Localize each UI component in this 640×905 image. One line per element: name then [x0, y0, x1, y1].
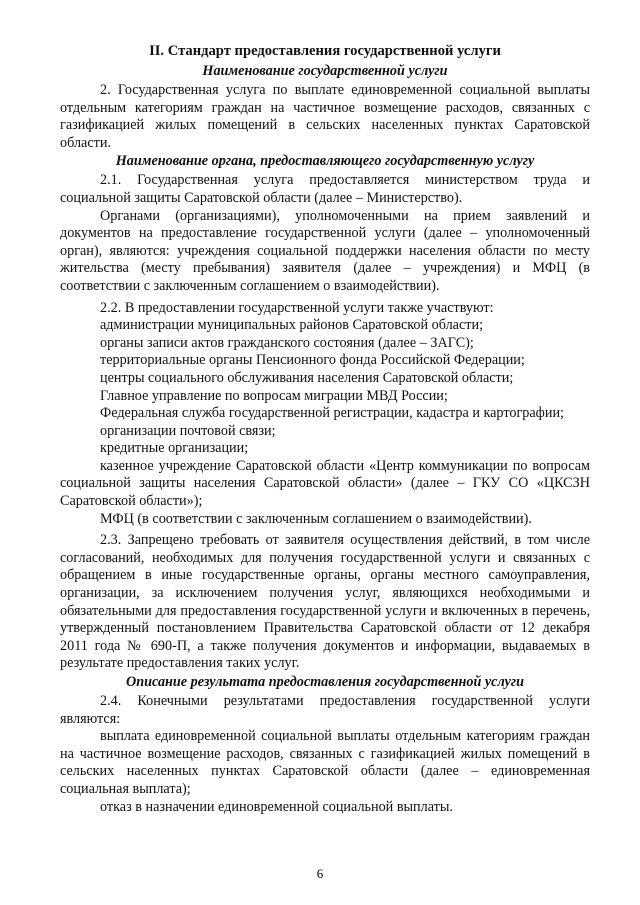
list-item: администрации муниципальных районов Саратовской области; — [100, 317, 484, 334]
list-item: Главное управление по вопросам миграции МВД России; — [100, 387, 448, 404]
list-item: Федеральная служба государственной регистрации, кадастра и картографии; — [100, 405, 564, 422]
list-item: кредитные организации; — [100, 440, 249, 457]
paragraph: 2.4. Конечными результатами предоставления государственной услуги являются: — [60, 693, 590, 727]
list-item: центры социального обслуживания населения Саратовской области; — [100, 369, 514, 386]
paragraph: выплата единовременной социальной выплаты отдельным категориям граждан на частичное возмещение расходов, связанных с газификацией жилых помещений в сельских населенных пунктах Саратовской области (далее – единовременная социальная выплата); — [60, 728, 590, 797]
list-item: отказ в назначении единовременной социальной выплаты. — [100, 798, 453, 815]
subsection-heading: Наименование государственной услуги — [202, 63, 448, 79]
paragraph: 2.1. Государственная услуга предоставляется министерством труда и социальной защиты Саратовской области (далее – Министерство). — [60, 172, 590, 206]
document-body — [60, 62, 590, 816]
paragraph: 2.3. Запрещено требовать от заявителя осуществления действий, в том числе согласований, необходимых для получения государственной услуги и связанных с обращением в иные государственные органы, органы местного самоуправления, организации, за исключением получения услуг, являющихся необходимыми и обязательными для предоставления государственной услуги и включенных в перечень, утвержденный постановлением Правительства Саратовской области от 12 декабря 2011 года № 690-П, а также получения документов и информации, выдаваемых в результате предоставления таких услуг. — [60, 532, 590, 672]
paragraph: казенное учреждение Саратовской области «Центр коммуникации по вопросам социальной защиты населения Саратовской области» (далее – ГКУ СО «ЦКСЗН Саратовской области»); — [60, 457, 590, 510]
page-number: 6 — [316, 866, 324, 881]
list-item: территориальные органы Пенсионного фонда Российской Федерации; — [100, 352, 525, 369]
section-title: II. Стандарт предоставления государственной услуги — [149, 43, 501, 59]
list-item: МФЦ (в соответствии с заключенным соглашением о взаимодействии). — [100, 510, 532, 527]
paragraph: Органами (организациями), уполномоченными на прием заявлений и документов на предоставление государственной услуги (далее – уполномоченный орган), являются: учреждения социальной поддержки населения области по месту жительства (месту пребывания) заявителя (далее – учреждения) и МФЦ (в соответствии с заключенным соглашением о взаимодействии). — [60, 207, 590, 294]
list-item: организации почтовой связи; — [100, 422, 276, 439]
list-item: органы записи актов гражданского состояния (далее – ЗАГС); — [100, 334, 474, 351]
subsection-heading: Наименование органа, предоставляющего государственную услугу — [115, 153, 535, 170]
subsection-heading: Описание результата предоставления государственной услуги — [125, 674, 525, 690]
paragraph: 2. Государственная услуга по выплате единовременной социальной выплаты отдельным категориям граждан на частичное возмещение расходов, связанных с газификацией жилых помещений в сельских населенных пунктах Саратовской области. — [60, 82, 590, 151]
paragraph: 2.2. В предоставлении государственной услуги также участвуют: — [100, 299, 494, 316]
